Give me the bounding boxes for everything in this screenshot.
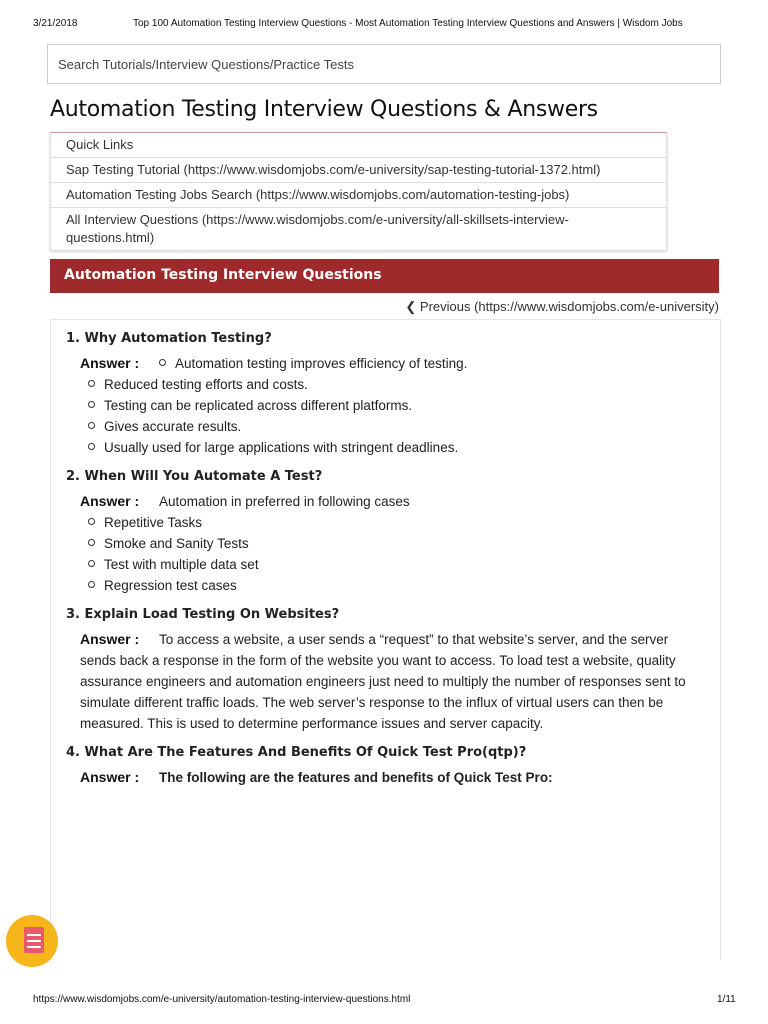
list-item: Gives accurate results.: [66, 416, 720, 437]
previous-link[interactable]: ❮ Previous (https://www.wisdomjobs.com/e-university): [405, 299, 719, 314]
question-1: 1. Why Automation Testing?: [66, 331, 272, 346]
answer-text: To access a website, a user sends a “request” to that website’s server, and the server: [159, 632, 669, 647]
list-item: Test with multiple data set: [66, 554, 720, 575]
quick-links-panel: [50, 132, 667, 251]
quick-link-all-questions-cont: questions.html): [66, 230, 155, 245]
list-item: Usually used for large applications with stringent deadlines.: [66, 437, 720, 458]
quick-link-all-questions-text: All Interview Questions (https://www.wisdomjobs.com/e-university/all-skillsets-interview-: [66, 212, 569, 227]
answer-label: Answer :: [80, 355, 140, 371]
list-item: Regression test cases: [66, 575, 720, 596]
quick-link-jobs-search[interactable]: Automation Testing Jobs Search (https://www.wisdomjobs.com/automation-testing-jobs): [51, 183, 666, 208]
footer-url: https://www.wisdomjobs.com/e-university/automation-testing-interview-questions.html: [33, 994, 411, 1005]
list-item: Repetitive Tasks: [66, 512, 720, 533]
chevron-left-icon: ❮: [405, 299, 420, 314]
page-number: 1/11: [717, 994, 736, 1005]
answer-text: sends back a response in the form of the website you want to access. To load test a website, quality: [80, 653, 676, 668]
print-date: 3/21/2018: [33, 18, 78, 29]
quick-link-sap-testing[interactable]: Sap Testing Tutorial (https://www.wisdomjobs.com/e-university/sap-testing-tutorial-1372.html): [51, 158, 666, 183]
list-item: Smoke and Sanity Tests: [66, 533, 720, 554]
list-item: Automation testing improves efficiency of testing.: [159, 353, 467, 374]
search-input[interactable]: Search Tutorials/Interview Questions/Practice Tests: [47, 44, 721, 84]
banner: [50, 259, 719, 293]
page-title: Automation Testing Interview Questions & Answers: [50, 97, 598, 122]
answer-text: simulate different traffic loads. The web server’s response to the influx of virtual users can then be: [80, 695, 664, 710]
banner-title: Automation Testing Interview Questions: [64, 267, 382, 283]
answer-text: assurance engineers and automation engineers just need to multiply the number of responses sent to: [80, 674, 686, 689]
answer-text: measured. This is used to determine performance issues and server capacity.: [80, 716, 544, 731]
answer-text: Automation in preferred in following cases: [159, 494, 410, 509]
question-4: 4. What Are The Features And Benefits Of Quick Test Pro(qtp)?: [66, 745, 527, 760]
quick-links-heading: Quick Links: [51, 133, 666, 158]
answer-text: The following are the features and benefits of Quick Test Pro:: [159, 770, 553, 785]
answer-label: Answer :: [80, 769, 140, 785]
list-item: Testing can be replicated across different platforms.: [66, 395, 720, 416]
notes-fab-button[interactable]: [6, 915, 58, 967]
list-item: Reduced testing efforts and costs.: [66, 374, 720, 395]
answer-label: Answer :: [80, 493, 140, 509]
page-body: [47, 44, 721, 960]
quick-link-all-questions[interactable]: [51, 208, 666, 250]
answer-label: Answer :: [80, 631, 140, 647]
question-3: 3. Explain Load Testing On Websites?: [66, 607, 340, 622]
print-title: Top 100 Automation Testing Interview Questions - Most Automation Testing Interview Questions and Answers | Wisdom Jobs: [133, 18, 683, 29]
question-2: 2. When Will You Automate A Test?: [66, 469, 323, 484]
content-panel: [50, 319, 721, 960]
